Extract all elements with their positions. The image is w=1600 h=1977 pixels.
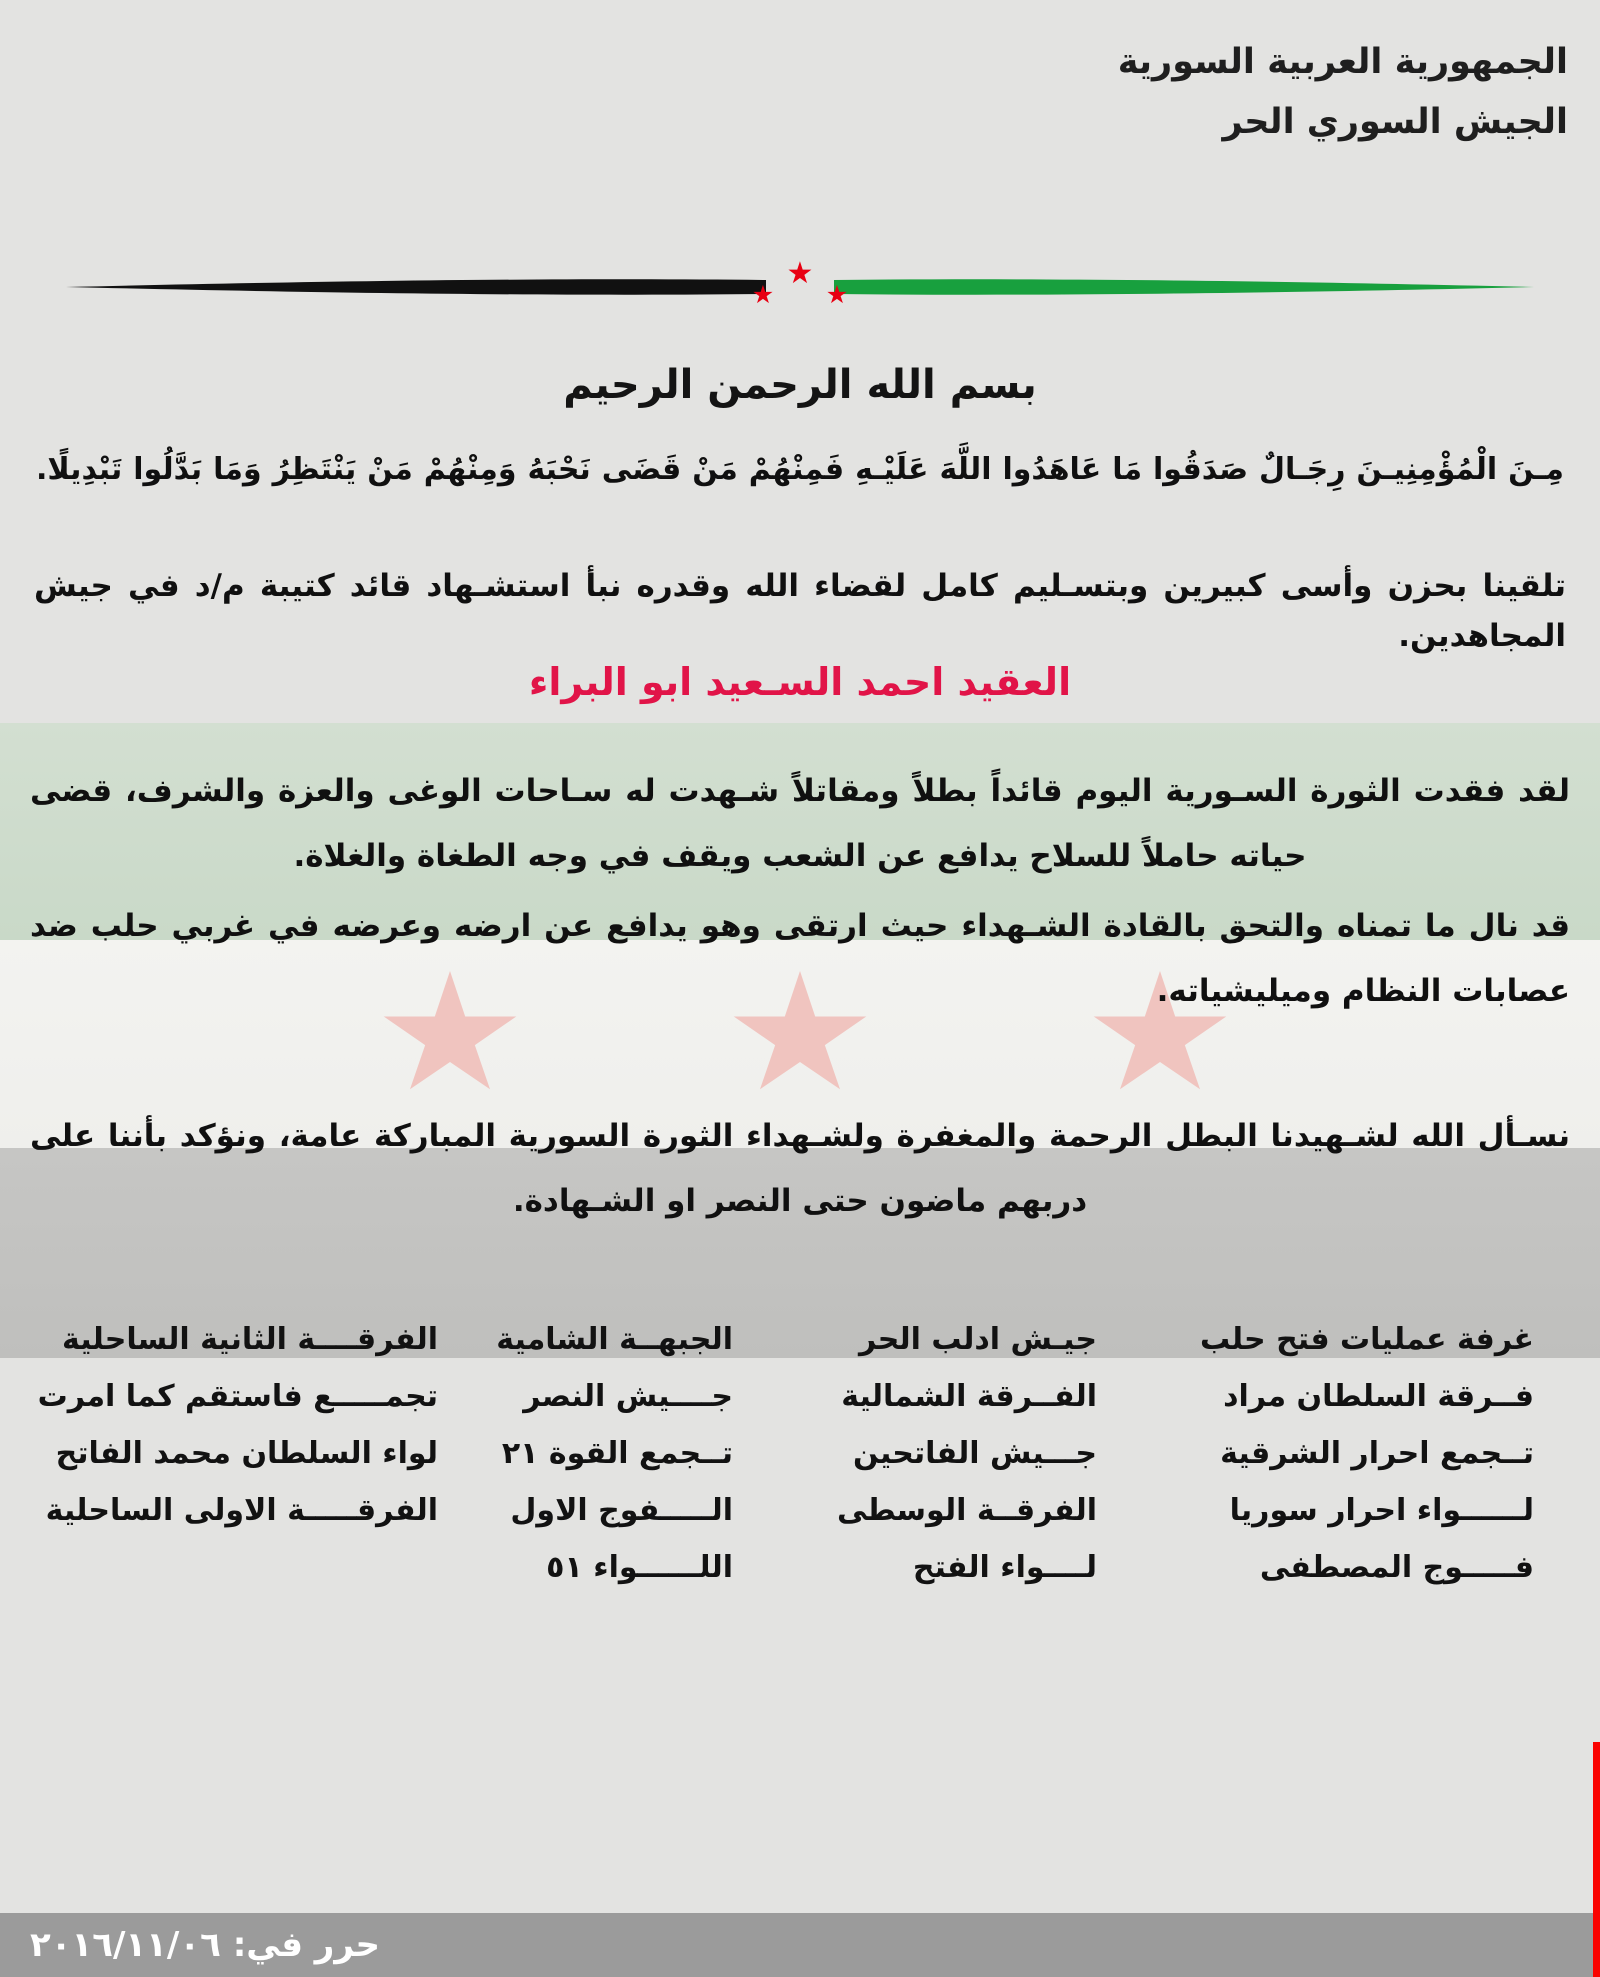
signatory: تجمـــــع فاستقم كما امرت bbox=[37, 1379, 438, 1414]
issue-date-label: حرر في: bbox=[232, 1925, 381, 1965]
issue-date bbox=[30, 1925, 380, 1965]
signatory: لــــواء الفتح bbox=[912, 1550, 1097, 1585]
signatory: الفرقــة الوسطى bbox=[836, 1493, 1097, 1528]
signatory: جيـش ادلب الحر bbox=[859, 1322, 1097, 1357]
quran-verse: مِـنَ الْمُؤْمِنِيـنَ رِجَـالٌ صَدَقُوا مَا عَاهَدُوا اللَّهَ عَلَيْـهِ فَمِنْهُمْ مَنْ قَضَى نَحْبَهُ وَمِنْهُمْ مَنْ يَنْتَظِرُ وَمَا بَدَّلُوا تَبْدِيلًا. bbox=[36, 452, 1564, 487]
letterhead-republic: الجمهورية العربية السورية bbox=[1117, 42, 1568, 82]
divider-star-icon: ★ bbox=[825, 280, 849, 308]
signatory: فـــــوج المصطفى bbox=[1259, 1550, 1534, 1585]
martyr-name: العقيد احمد السـعيد ابو البراء bbox=[528, 659, 1072, 704]
signatory: الـــــفوج الاول bbox=[510, 1493, 733, 1528]
letterhead bbox=[1118, 32, 1568, 152]
signatories-column-2 bbox=[837, 1311, 1097, 1596]
signatory: جــــيش النصر bbox=[523, 1379, 733, 1414]
letterhead-army: الجيش السوري الحر bbox=[1222, 102, 1568, 142]
signatory: الفرقــــة الثانية الساحلية bbox=[62, 1322, 438, 1357]
signatories-column-3 bbox=[496, 1311, 733, 1596]
signatory: الفــرقة الشمالية bbox=[841, 1379, 1097, 1414]
divider-star-icon: ★ bbox=[786, 256, 814, 291]
divider-black-line bbox=[66, 279, 766, 294]
paragraph-eulogy: لقد فقدت الثورة السـورية اليوم قائداً بطلاً ومقاتلاً شـهدت له سـاحات الوغى والعزة والشرف، قضى حياته حاملاً للسلاح يدافع عن الشعب ويقف في وجه الطغاة والغلاة. bbox=[30, 773, 1570, 874]
signatory: تــجمع القوة ٢١ bbox=[501, 1436, 733, 1471]
signatory: جـــيش الفاتحين bbox=[852, 1436, 1097, 1471]
footer-bar bbox=[0, 1913, 1600, 1977]
signatory: لواء السلطان محمد الفاتح bbox=[55, 1436, 438, 1471]
paragraph-announcement: تلقينا بحزن وأسى كبيرين وبتسـليم كامل لقضاء الله وقدره نبأ استشـهاد قائد كتيبة م/د في جيش المجاهدين. bbox=[34, 568, 1566, 654]
flag-divider bbox=[60, 256, 1540, 308]
signatory: الفرقـــــة الاولى الساحلية bbox=[45, 1493, 438, 1528]
divider-green-line bbox=[834, 279, 1534, 294]
signatories-column-1 bbox=[1200, 1311, 1534, 1596]
paragraph-prayer: نسـأل الله لشـهيدنا البطل الرحمة والمغفرة ولشـهداء الثورة السورية المباركة عامة، ونؤكد بأننا على دربهم ماضون حتى النصر او الشـهادة. bbox=[30, 1118, 1570, 1219]
signatory: اللــــــواء ٥١ bbox=[546, 1550, 733, 1585]
right-edge-red-stripe bbox=[1593, 1742, 1600, 1977]
issue-date-value: ٢٠١٦/١١/٠٦ bbox=[30, 1925, 221, 1965]
signatory: الجبهــة الشامية bbox=[496, 1322, 733, 1357]
signatory: تــجمع احرار الشرقية bbox=[1220, 1436, 1534, 1471]
signatory: لــــــواء احرار سوريا bbox=[1229, 1493, 1534, 1528]
signatory: غرفة عمليات فتح حلب bbox=[1200, 1322, 1534, 1357]
paragraph-battle: قد نال ما تمناه والتحق بالقادة الشـهداء حيث ارتقى وهو يدافع عن ارضه وعرضه في غربي حلب ضد عصابات النظام وميليشياته. bbox=[30, 908, 1570, 1009]
basmala-heading: بسم الله الرحمن الرحيم bbox=[563, 361, 1037, 408]
signatories-column-4 bbox=[38, 1311, 438, 1539]
divider-star-icon: ★ bbox=[751, 280, 775, 308]
signatory: فــرقة السلطان مراد bbox=[1223, 1379, 1534, 1414]
